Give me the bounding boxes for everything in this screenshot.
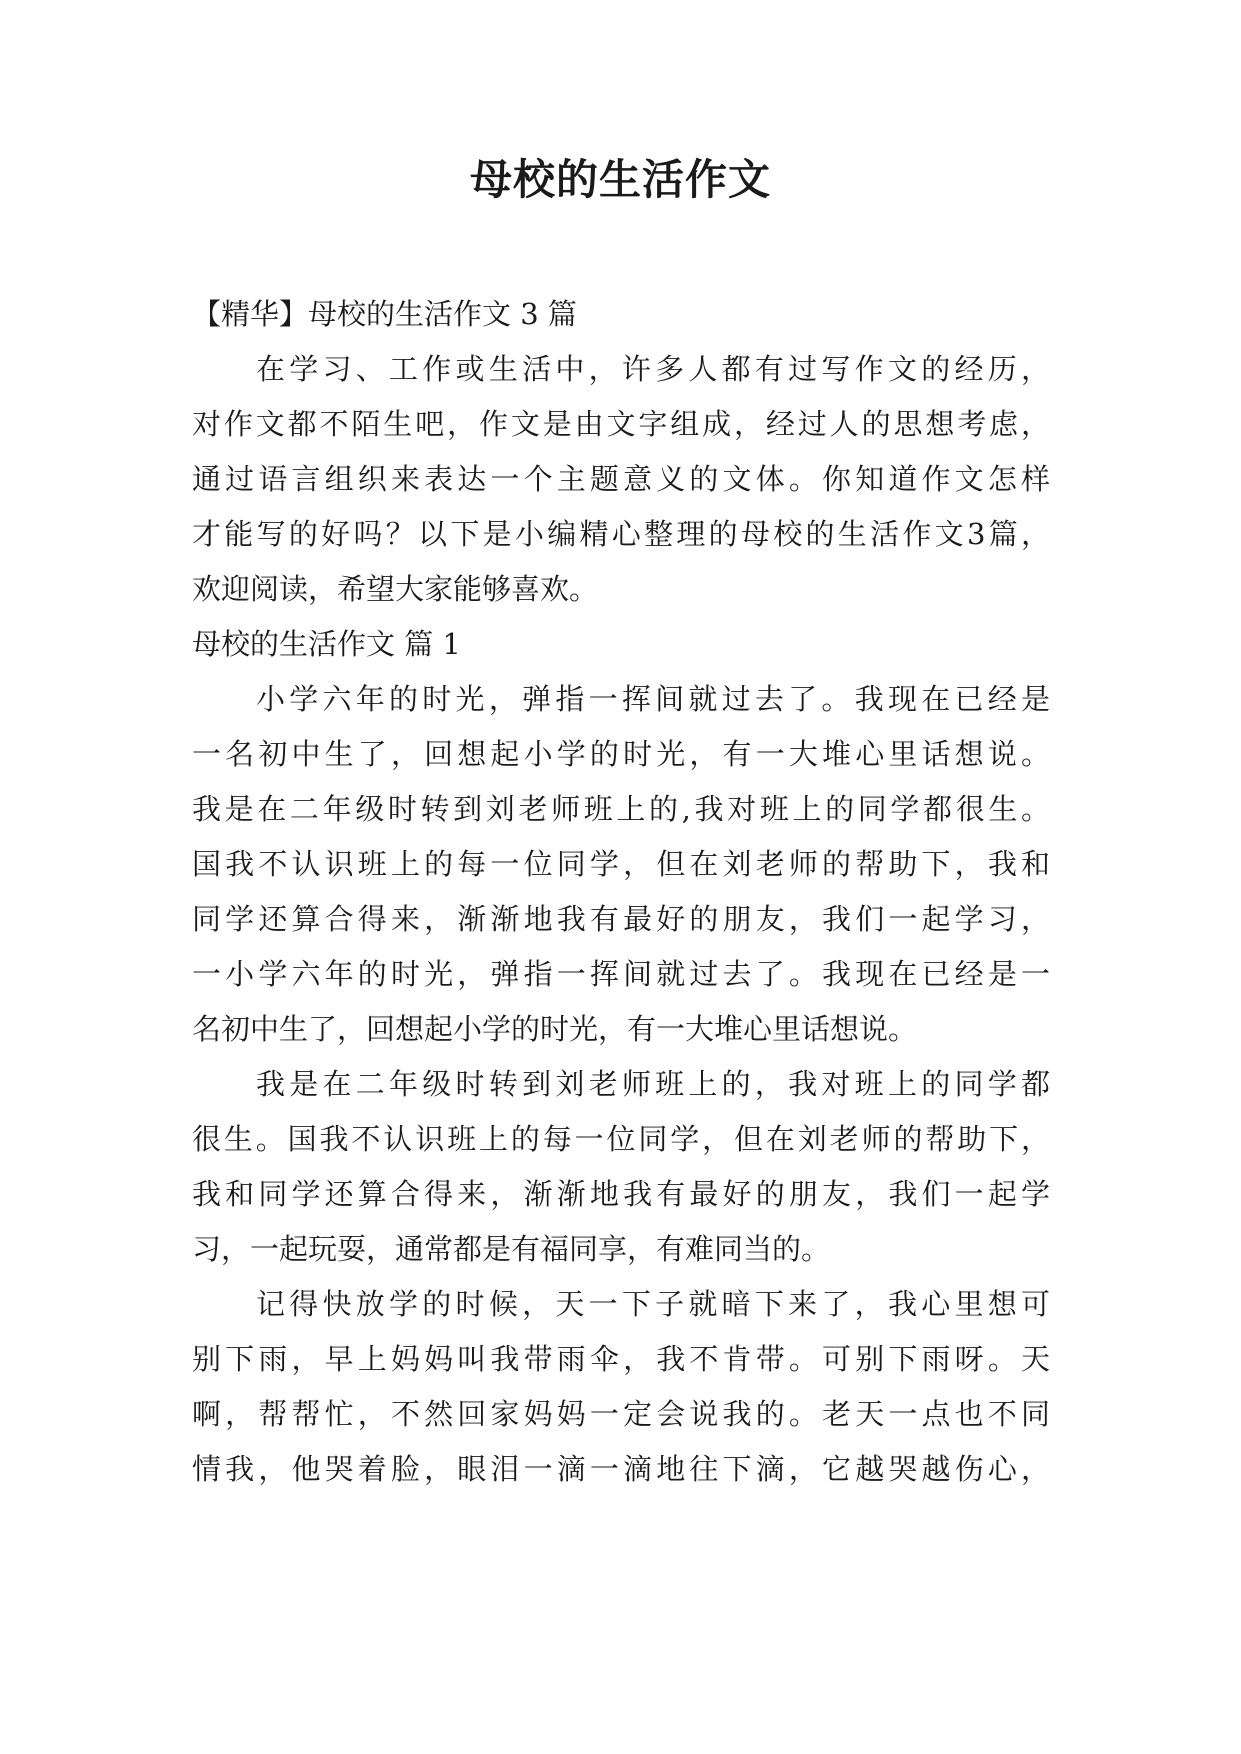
text-line: 在学习、工作或生活中，许多人都有过写作文的经历，: [256, 352, 1050, 386]
text-line: 别下雨，早上妈妈叫我带雨伞，我不肯带。可别下雨呀。天: [192, 1342, 1050, 1376]
text-line: 通过语言组织来表达一个主题意义的文体。你知道作文怎样: [192, 462, 1050, 496]
text-line: 记得快放学的时候，天一下子就暗下来了，我心里想可: [256, 1287, 1050, 1321]
text-line: 情我，他哭着脸，眼泪一滴一滴地往下滴，它越哭越伤心，: [192, 1452, 1050, 1486]
text-line: 欢迎阅读，希望大家能够喜欢。: [192, 572, 599, 606]
text-line: 小学六年的时光，弹指一挥间就过去了。我现在已经是: [256, 682, 1050, 716]
text-line: 国我不认识班上的每一位同学，但在刘老师的帮助下，我和: [192, 847, 1050, 881]
text-line: 才能写的好吗？以下是小编精心整理的母校的生活作文3篇，: [192, 517, 1050, 551]
text-line: 一名初中生了，回想起小学的时光，有一大堆心里话想说。: [192, 737, 1050, 771]
text-line: 同学还算合得来，渐渐地我有最好的朋友，我们一起学习，: [192, 902, 1050, 936]
text-line: 对作文都不陌生吧，作文是由文字组成，经过人的思想考虑，: [192, 407, 1050, 441]
text-line: 母校的生活作文 篇 1: [192, 627, 461, 661]
text-line: 我和同学还算合得来，渐渐地我有最好的朋友，我们一起学: [192, 1177, 1050, 1211]
document-body: [192, 287, 1050, 1497]
text-line: 名初中生了，回想起小学的时光，有一大堆心里话想说。: [192, 1012, 918, 1046]
text-line: 啊，帮帮忙，不然回家妈妈一定会说我的。老天一点也不同: [192, 1397, 1050, 1431]
text-line: 我是在二年级时转到刘老师班上的,我对班上的同学都很生。: [192, 792, 1050, 826]
text-line: 很生。国我不认识班上的每一位同学，但在刘老师的帮助下，: [192, 1122, 1050, 1156]
text-line: 我是在二年级时转到刘老师班上的，我对班上的同学都: [256, 1067, 1050, 1101]
document-title: 母校的生活作文: [469, 155, 771, 204]
text-line: 一小学六年的时光，弹指一挥间就过去了。我现在已经是一: [192, 957, 1050, 991]
text-line: 习，一起玩耍，通常都是有福同享，有难同当的。: [192, 1232, 831, 1266]
text-line: 【精华】母校的生活作文 3 篇: [192, 297, 577, 331]
